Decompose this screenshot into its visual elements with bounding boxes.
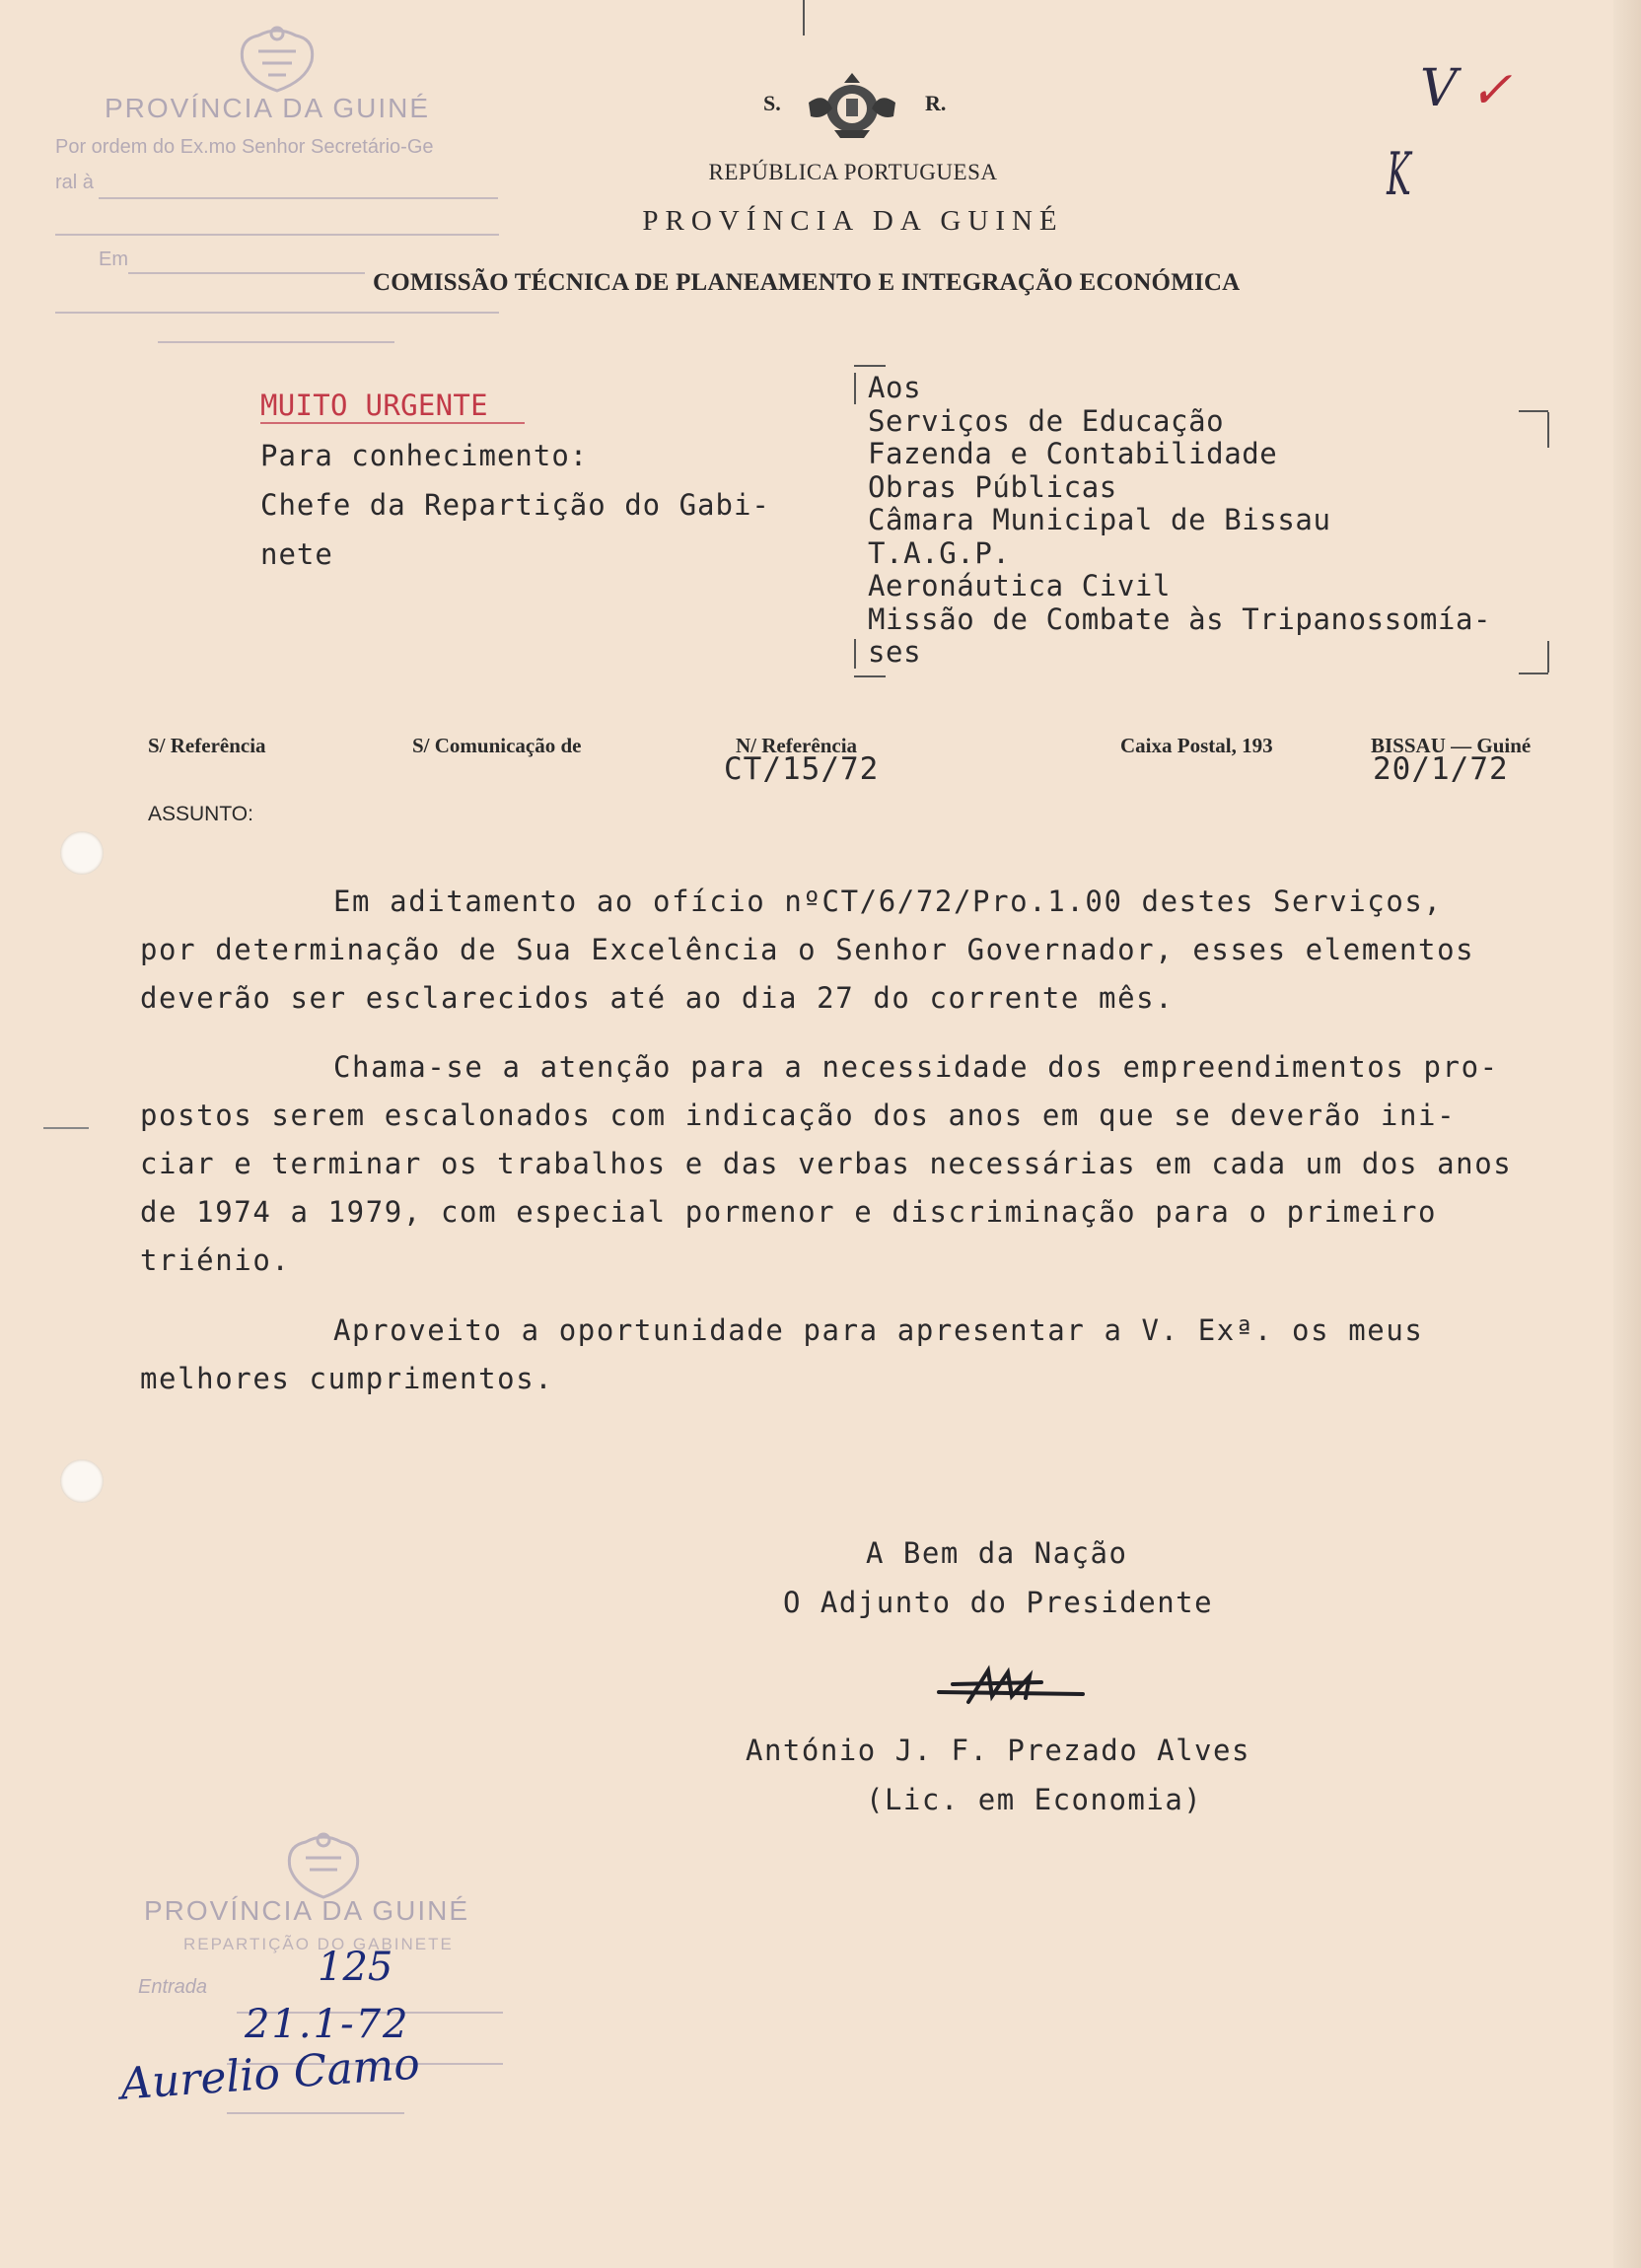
entry-number-handwritten: 125	[318, 1945, 393, 1990]
stamp-line-date: Em	[99, 248, 128, 270]
stamp-rule	[158, 341, 394, 343]
your-communication-label: S/ Comunicação de	[412, 734, 582, 757]
handwritten-mark-v: V	[1420, 59, 1458, 118]
commission-heading: COMISSÃO TÉCNICA DE PLANEAMENTO E INTEGRAÇÃO ECONÓMICA	[373, 269, 1241, 296]
bracket-top	[854, 365, 886, 367]
bracket-right-top	[1519, 410, 1548, 412]
your-reference-label: S/ Referência	[148, 734, 266, 757]
body-line: melhores cumprimentos.	[140, 1362, 554, 1395]
body-line: por determinação de Sua Excelência o Senhor Governador, esses elementos	[140, 933, 1475, 966]
body-line: de 1974 a 1979, com especial pormenor e discriminação para o primeiro	[140, 1195, 1438, 1229]
signatory-title: (Lic. em Economia)	[866, 1783, 1203, 1816]
body-paragraph-1	[140, 878, 1609, 1023]
top-mark	[803, 0, 805, 35]
recipient-line: Câmara Municipal de Bissau	[868, 503, 1331, 536]
for-knowledge-recipient	[260, 480, 770, 579]
crest-stamp-icon	[229, 22, 325, 99]
body-line: ciar e terminar os trabalhos e das verbas necessárias em cada um dos anos	[140, 1147, 1513, 1180]
bracket-bottom-vertical	[854, 639, 856, 669]
republic-heading: REPÚBLICA PORTUGUESA	[708, 160, 998, 184]
recipient-line: Missão de Combate às Tripanossomía-	[868, 602, 1492, 636]
body-line: Em aditamento ao ofício nºCT/6/72/Pro.1.00 destes Serviços,	[333, 885, 1443, 918]
body-line: Aproveito a oportunidade para apresentar a V. Exª. os meus	[333, 1313, 1424, 1347]
body-line: postos serem escalonados com indicação dos anos em que se deverão ini-	[140, 1099, 1457, 1132]
place-label: BISSAU — Guiné	[1371, 734, 1532, 757]
margin-mark	[43, 1127, 89, 1129]
stamp-rule	[227, 2112, 404, 2114]
recipient-line: Serviços de Educação	[868, 403, 1225, 438]
closing-salutation: A Bem da Nação	[866, 1536, 1128, 1570]
punch-hole-bottom	[60, 1459, 104, 1503]
stamp-line-destination: ral à	[55, 172, 94, 193]
handwritten-check-red: ✓	[1469, 61, 1513, 120]
body-paragraph-3	[140, 1307, 1609, 1403]
entry-stamp-entry-label: Entrada	[138, 1976, 208, 1998]
letterhead-r: R.	[925, 91, 947, 115]
entry-date-handwritten: 21.1-72	[245, 2002, 410, 2047]
entry-signature-handwritten: Aurelio Camo	[118, 2038, 422, 2110]
stamp-line-order: Por ordem do Ex.mo Senhor Secretário-Ge	[55, 136, 434, 158]
our-reference-value: CT/15/72	[724, 751, 880, 787]
signatory-name: António J. F. Prezado Alves	[746, 1734, 1250, 1767]
stamp-rule	[55, 312, 499, 314]
national-crest-icon	[805, 69, 899, 140]
subject-label: ASSUNTO:	[148, 803, 253, 825]
recipient-line: T.A.G.P.	[868, 535, 1011, 570]
bracket-right-top-vertical	[1547, 412, 1549, 448]
postal-box-label: Caixa Postal, 193	[1120, 734, 1273, 757]
entry-stamp-subtitle: REPARTIÇÃO DO GABINETE	[183, 1935, 454, 1953]
stamp-rule	[128, 272, 365, 274]
signature-scribble	[935, 1657, 1089, 1712]
body-line: deverão ser esclarecidos até ao dia 27 do corrente mês.	[140, 981, 1175, 1015]
entry-stamp-title: PROVÍNCIA DA GUINÉ	[144, 1895, 470, 1926]
recipient-line: Obras Públicas	[868, 469, 1117, 504]
recipients-list	[868, 372, 1491, 670]
our-reference-label: N/ Referência	[736, 734, 858, 757]
stamp-title: PROVÍNCIA DA GUINÉ	[105, 93, 431, 123]
urgent-label: MUITO URGENTE	[260, 389, 488, 422]
body-line: Chama-se a atenção para a necessidade dos empreendimentos pro-	[333, 1050, 1499, 1084]
urgent-underline	[260, 422, 525, 424]
crest-stamp-icon	[276, 1828, 371, 1903]
for-knowledge-line: Chefe da Repartição do Gabi-	[260, 488, 770, 522]
for-knowledge-line: nete	[260, 537, 333, 571]
letter-date: 20/1/72	[1373, 751, 1509, 787]
for-knowledge-label: Para conhecimento:	[260, 439, 589, 472]
bracket-top-vertical	[854, 373, 856, 404]
page-edge	[1613, 0, 1641, 2268]
province-heading: PROVÍNCIA DA GUINÉ	[642, 205, 1064, 237]
bracket-right-bottom-vertical	[1547, 641, 1549, 673]
recipient-line: Fazenda e Contabilidade	[868, 437, 1278, 470]
bracket-bottom	[854, 675, 886, 677]
closing-role: O Adjunto do Presidente	[783, 1586, 1214, 1619]
handwritten-mark-k: K	[1387, 140, 1411, 209]
bracket-right-bottom	[1519, 673, 1548, 674]
recipient-line: Aeronáutica Civil	[868, 569, 1172, 602]
body-line: triénio.	[140, 1243, 291, 1277]
punch-hole-top	[60, 831, 104, 875]
recipient-line: ses	[868, 635, 922, 669]
letterhead-s: S.	[763, 91, 781, 115]
recipient-line: Aos	[868, 371, 922, 404]
body-paragraph-2	[140, 1043, 1609, 1285]
stamp-rule	[99, 197, 498, 199]
